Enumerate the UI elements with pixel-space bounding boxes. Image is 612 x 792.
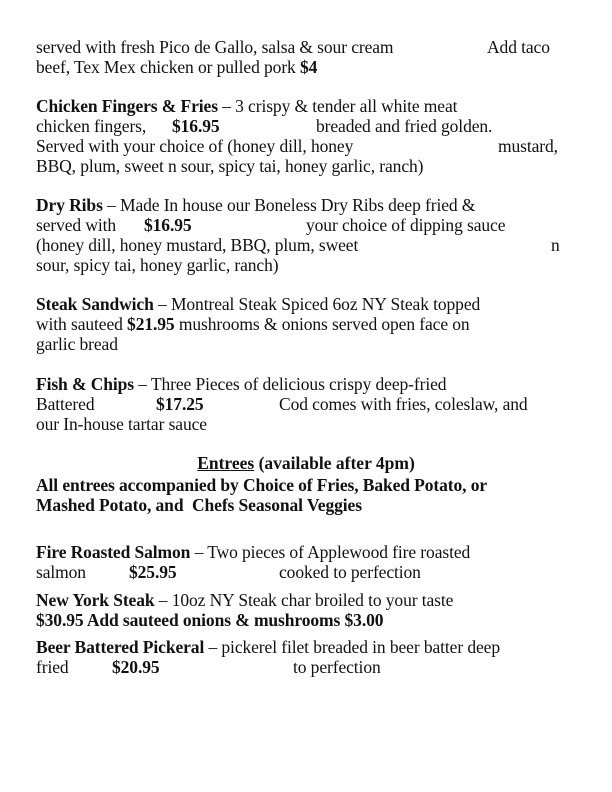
salmon-line-1 [36, 542, 470, 562]
item-desc: Made In house our Boneless Dry Ribs deep fried & [119, 195, 476, 215]
entrees-heading [0, 453, 612, 473]
intro-text-2: beef, Tex Mex chicken or pulled pork [36, 57, 300, 77]
item-price: $30.95 [36, 610, 84, 630]
dash: – [190, 542, 208, 562]
item-desc: Three Pieces of delicious crispy deep-fried [150, 374, 447, 394]
item-name: Fish & Chips [36, 374, 134, 394]
item-desc: your choice of dipping sauce [306, 215, 506, 235]
chicken-fingers-line-4 [36, 156, 423, 176]
item-desc: Served with your choice of (honey dill, honey [36, 136, 354, 156]
item-desc: mushrooms & onions served open face on [174, 314, 470, 334]
item-desc: Montreal Steak Spiced 6oz NY Steak topped [170, 294, 481, 314]
section-title: Entrees [197, 453, 255, 473]
steak-sandwich-line-2 [36, 314, 470, 334]
item-desc: pickerel filet breaded in beer batter deep [221, 637, 500, 657]
intro-add-taco: Add taco [487, 37, 550, 57]
item-price: $21.95 [127, 314, 175, 334]
item-name: Dry Ribs [36, 195, 103, 215]
item-desc: Two pieces of Applewood fire roasted [207, 542, 471, 562]
dash: – [102, 195, 120, 215]
item-desc: salmon [36, 562, 86, 582]
dry-ribs-line-1 [36, 195, 475, 215]
item-price: $16.95 [144, 215, 192, 235]
item-desc: our In-house tartar sauce [36, 414, 207, 434]
item-desc: breaded and fried golden. [316, 116, 493, 136]
fish-chips-line-3 [36, 414, 207, 434]
dash: – [217, 96, 236, 116]
item-desc: (honey dill, honey mustard, BBQ, plum, sweet [36, 235, 359, 255]
item-name: Fire Roasted Salmon [36, 542, 191, 562]
item-name: Chicken Fingers & Fries [36, 96, 218, 116]
item-price: $25.95 [129, 562, 177, 582]
pickeral-line-1 [36, 637, 500, 657]
item-desc: 10oz NY Steak char broiled to your taste [171, 590, 454, 610]
dash: – [153, 294, 171, 314]
item-price: $20.95 [112, 657, 160, 677]
item-desc: chicken fingers, [36, 116, 147, 136]
dash: – [134, 374, 151, 394]
item-desc: 3 crispy & tender all white meat [235, 96, 458, 116]
item-price: $17.25 [156, 394, 204, 414]
item-desc: n [551, 235, 560, 255]
fish-chips-line-1 [36, 374, 446, 394]
dash: – [154, 590, 172, 610]
item-desc: mustard, [498, 136, 558, 156]
item-name: Beer Battered Pickeral [36, 637, 205, 657]
intro-line-2 [36, 57, 317, 77]
item-desc: with sauteed [36, 314, 128, 334]
item-desc: served with [36, 215, 117, 235]
item-desc: cooked to perfection [279, 562, 421, 582]
item-desc: garlic bread [36, 334, 118, 354]
item-price: $16.95 [172, 116, 220, 136]
item-desc: BBQ, plum, sweet n sour, spicy tai, honey garlic, ranch) [36, 156, 424, 176]
dash: – [204, 637, 222, 657]
entrees-note-line-2 [36, 495, 362, 515]
item-name: Steak Sandwich [36, 294, 154, 314]
item-desc: fried [36, 657, 69, 677]
chicken-fingers-line-1 [36, 96, 457, 116]
entrees-note: Mashed Potato, and Chefs Seasonal Veggies [36, 495, 362, 515]
entrees-note: All entrees accompanied by Choice of Fries, Baked Potato, or [36, 475, 488, 495]
item-desc: Battered [36, 394, 95, 414]
dry-ribs-line-4 [36, 255, 278, 275]
item-desc: sour, spicy tai, honey garlic, ranch) [36, 255, 279, 275]
item-addon: Add sauteed onions & mushrooms $3.00 [83, 610, 384, 630]
steak-sandwich-line-1 [36, 294, 480, 314]
ny-steak-line-2 [36, 610, 383, 630]
entrees-note-line-1 [36, 475, 487, 495]
ny-steak-line-1 [36, 590, 453, 610]
steak-sandwich-line-3 [36, 334, 118, 354]
intro-price: $4 [299, 57, 318, 77]
intro-text: served with fresh Pico de Gallo, salsa & sour cream [36, 37, 394, 57]
item-name: New York Steak [36, 590, 155, 610]
item-desc: Cod comes with fries, coleslaw, and [279, 394, 528, 414]
section-note: (available after 4pm) [254, 453, 415, 473]
item-desc: to perfection [293, 657, 381, 677]
